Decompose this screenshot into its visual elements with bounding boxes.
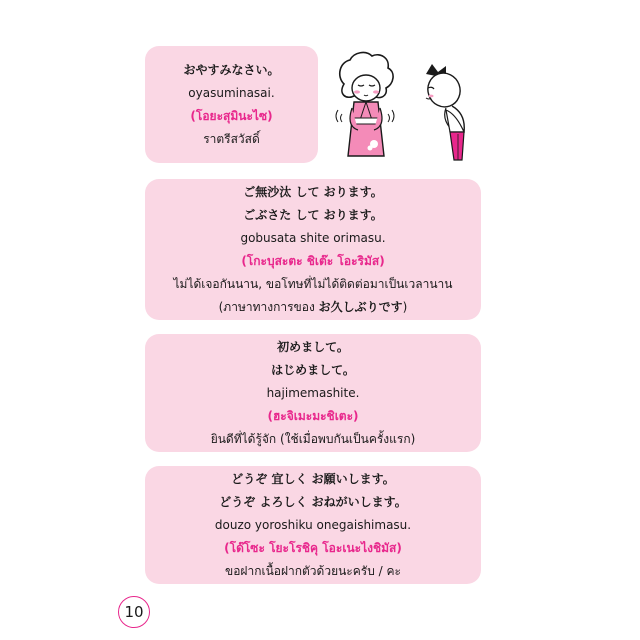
man-bowing-figure [423,64,465,160]
phrase-card-hajimemashite [145,334,481,452]
phrase-japanese: おやすみなさい。 [183,62,280,77]
phrase-thai-reading: (โอยะสุมินะไซ) [190,108,273,123]
bowing-people-illustration [330,48,480,168]
phrase-romaji: douzo yoroshiku onegaishimasu. [214,517,412,532]
phrase-japanese-kanji: 初めまして。 [277,339,349,354]
phrase-japanese-kanji: ご無沙汰 して おります。 [243,184,383,199]
phrase-romaji: hajimemashite. [266,385,360,400]
phrase-romaji: oyasuminasai. [188,85,275,100]
note-prefix: (ภาษาทางการของ [218,299,319,314]
phrase-card-gobusata [145,179,481,320]
phrase-thai-meaning: ราตรีสวัสดิ์ [203,131,260,146]
phrase-thai-reading: (ฮะจิเมะมะชิเตะ) [267,408,359,423]
page-number: 10 [118,596,150,628]
phrase-japanese-kanji: どうぞ 宜しく お願いします。 [231,471,395,486]
phrase-thai-meaning: ไม่ได้เจอกันนาน, ขอโทษที่ไม่ได้ติดต่อมาเป็นเวลานาน [173,276,453,291]
woman-in-kimono-figure [336,53,394,156]
note-japanese: お久しぶりです [318,299,403,314]
phrase-thai-reading: (โด๊โซะ โยะโรชิคุ โอะเนะไงชิมัส) [224,540,402,555]
phrase-card-douzo-yoroshiku [145,466,481,584]
phrase-card-oyasuminasai [145,46,318,163]
phrase-thai-meaning: ขอฝากเนื้อฝากตัวด้วยนะครับ / คะ [225,563,401,578]
phrase-thai-meaning: ยินดีที่ได้รู้จัก (ใช้เมื่อพบกันเป็นครั้งแรก) [210,431,416,446]
phrase-japanese-kana: はじめまして。 [271,362,355,377]
note-suffix: ) [402,299,408,314]
phrase-usage-note [219,296,408,319]
phrase-japanese-kana: どうぞ よろしく おねがいします。 [219,494,407,509]
phrase-japanese-kana: ごぶさた して おります。 [243,207,383,222]
phrase-thai-reading: (โกะบุสะตะ ชิเต๊ะ โอะริมัส) [241,253,385,268]
phrase-romaji: gobusata shite orimasu. [240,230,386,245]
